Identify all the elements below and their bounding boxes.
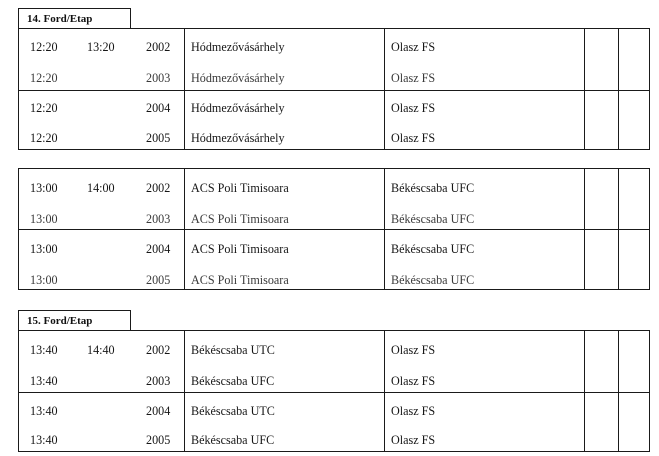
table-row [18,32,650,60]
birth-year: 2003 [146,374,171,388]
end-time: 13:20 [87,40,115,54]
birth-year: 2004 [146,101,171,115]
start-time: 12:20 [30,71,58,85]
away-team: Olasz FS [391,71,436,85]
start-time: 12:20 [30,101,58,115]
table-row [18,262,650,288]
home-team: ACS Poli Timisoara [191,212,289,226]
home-team: Hódmezővásárhely [191,101,285,115]
home-team: Békéscsaba UTC [191,404,275,418]
home-team: Hódmezővásárhely [191,40,285,54]
section-header-label: 14. Ford/Etap [27,13,93,25]
birth-year: 2002 [146,343,171,357]
start-time: 13:00 [30,273,58,287]
home-team: Békéscsaba UFC [191,374,275,388]
home-team: ACS Poli Timisoara [191,273,289,287]
end-time: 14:00 [87,181,115,195]
away-team: Olasz FS [391,404,436,418]
home-team: Békéscsaba UFC [191,433,275,447]
start-time: 13:40 [30,343,58,357]
birth-year: 2002 [146,181,171,195]
end-time: 14:40 [87,343,115,357]
home-team: ACS Poli Timisoara [191,242,289,256]
home-team: Hódmezővásárhely [191,71,285,85]
away-team: Olasz FS [391,343,436,357]
table-row [18,204,650,230]
birth-year: 2005 [146,273,171,287]
away-team: Olasz FS [391,131,436,145]
table-row [18,396,650,422]
birth-year: 2005 [146,433,171,447]
birth-year: 2004 [146,242,171,256]
start-time: 12:20 [30,40,58,54]
birth-year: 2004 [146,404,171,418]
start-time: 13:00 [30,212,58,226]
start-time: 13:40 [30,404,58,418]
birth-year: 2003 [146,71,171,85]
start-time: 12:20 [30,131,58,145]
start-time: 13:40 [30,433,58,447]
away-team: Olasz FS [391,374,436,388]
section-header-label: 15. Ford/Etap [27,315,93,327]
home-team: Hódmezővásárhely [191,131,285,145]
table-row [18,234,650,262]
away-team: Békéscsaba UFC [391,273,475,287]
away-team: Békéscsaba UFC [391,242,475,256]
table-row [18,424,650,450]
table-row [18,94,650,122]
birth-year: 2003 [146,212,171,226]
table-row [18,172,650,200]
home-team: ACS Poli Timisoara [191,181,289,195]
table-row [18,122,650,148]
table-row [18,366,650,392]
start-time: 13:00 [30,181,58,195]
home-team: Békéscsaba UTC [191,343,275,357]
away-team: Olasz FS [391,101,436,115]
birth-year: 2005 [146,131,171,145]
away-team: Olasz FS [391,40,436,54]
away-team: Olasz FS [391,433,436,447]
start-time: 13:00 [30,242,58,256]
table-row [18,334,650,362]
away-team: Békéscsaba UFC [391,212,475,226]
birth-year: 2002 [146,40,171,54]
table-row [18,64,650,90]
away-team: Békéscsaba UFC [391,181,475,195]
start-time: 13:40 [30,374,58,388]
